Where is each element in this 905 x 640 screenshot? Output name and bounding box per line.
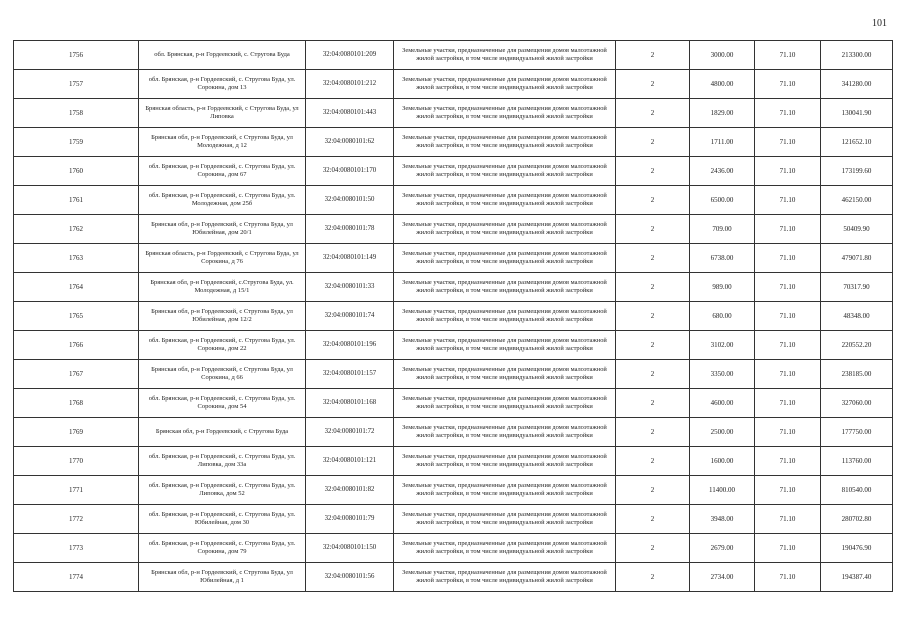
address-cell: обл. Брянская, р-н Гордеевский, с. Струговa Буда, ул. Сорокинa, дом 67: [139, 157, 306, 186]
table-row: [14, 331, 893, 360]
unit-value-cell: 71.10: [755, 447, 821, 476]
cadastral-number-cell: 32:04:0080101:121: [306, 447, 394, 476]
unit-value-cell: 71.10: [755, 476, 821, 505]
cadastral-number-cell: 32:04:0080101:78: [306, 215, 394, 244]
land-use-cell: Земельные участки, предназначенные для размещения домов малоэтажной жилой застройки, в том числе индивидуальной жилой застройки: [394, 331, 616, 360]
unit-value-cell: 71.10: [755, 244, 821, 273]
address-cell: обл. Брянская, р-н Гордеевский, с. Струговa Буда, ул. Сорокинa, дом 79: [139, 534, 306, 563]
address-cell: Брянская обл, р-н Гордеевский, с Струговa Буда: [139, 418, 306, 447]
cadastral-value-cell: 48348.00: [821, 302, 893, 331]
land-plots-table: [13, 40, 893, 592]
cadastral-number-cell: 32:04:0080101:168: [306, 389, 394, 418]
unit-value-cell: 71.10: [755, 41, 821, 70]
land-use-cell: Земельные участки, предназначенные для размещения домов малоэтажной жилой застройки, в том числе индивидуальной жилой застройки: [394, 418, 616, 447]
land-use-cell: Земельные участки, предназначенные для размещения домов малоэтажной жилой застройки, в том числе индивидуальной жилой застройки: [394, 302, 616, 331]
row-number: 1761: [14, 186, 139, 215]
table-row: [14, 447, 893, 476]
area-cell: 6738.00: [690, 244, 755, 273]
land-use-cell: Земельные участки, предназначенные для размещения домов малоэтажной жилой застройки, в том числе индивидуальной жилой застройки: [394, 273, 616, 302]
cadastral-number-cell: 32:04:0080101:209: [306, 41, 394, 70]
address-cell: Брянская обл, р-н Гордеевский, с Струговa Буда, ул Юбилейная, дом 12/2: [139, 302, 306, 331]
land-use-cell: Земельные участки, предназначенные для размещения домов малоэтажной жилой застройки, в том числе индивидуальной жилой застройки: [394, 360, 616, 389]
category-code-cell: 2: [616, 476, 690, 505]
land-use-cell: Земельные участки, предназначенные для размещения домов малоэтажной жилой застройки, в том числе индивидуальной жилой застройки: [394, 99, 616, 128]
row-number: 1773: [14, 534, 139, 563]
unit-value-cell: 71.10: [755, 70, 821, 99]
unit-value-cell: 71.10: [755, 99, 821, 128]
category-code-cell: 2: [616, 70, 690, 99]
address-cell: Брянская обл, р-н Гордеевский, с Струговa Буда, ул Молодежная, д 12: [139, 128, 306, 157]
row-number: 1766: [14, 331, 139, 360]
row-number: 1757: [14, 70, 139, 99]
unit-value-cell: 71.10: [755, 215, 821, 244]
table-row: [14, 244, 893, 273]
cadastral-value-cell: 462150.00: [821, 186, 893, 215]
land-use-cell: Земельные участки, предназначенные для размещения домов малоэтажной жилой застройки, в том числе индивидуальной жилой застройки: [394, 128, 616, 157]
table-row: [14, 389, 893, 418]
cadastral-value-cell: 213300.00: [821, 41, 893, 70]
cadastral-value-cell: 479071.80: [821, 244, 893, 273]
unit-value-cell: 71.10: [755, 302, 821, 331]
table-row: [14, 128, 893, 157]
table-row: [14, 505, 893, 534]
cadastral-value-cell: 70317.90: [821, 273, 893, 302]
land-use-cell: Земельные участки, предназначенные для размещения домов малоэтажной жилой застройки, в том числе индивидуальной жилой застройки: [394, 215, 616, 244]
cadastral-value-cell: 280702.80: [821, 505, 893, 534]
row-number: 1759: [14, 128, 139, 157]
row-number: 1756: [14, 41, 139, 70]
unit-value-cell: 71.10: [755, 128, 821, 157]
cadastral-value-cell: 50409.90: [821, 215, 893, 244]
area-cell: 2679.00: [690, 534, 755, 563]
category-code-cell: 2: [616, 418, 690, 447]
cadastral-number-cell: 32:04:0080101:443: [306, 99, 394, 128]
land-use-cell: Земельные участки, предназначенные для размещения домов малоэтажной жилой застройки, в том числе индивидуальной жилой застройки: [394, 244, 616, 273]
land-use-cell: Земельные участки, предназначенные для размещения домов малоэтажной жилой застройки, в том числе индивидуальной жилой застройки: [394, 186, 616, 215]
cadastral-number-cell: 32:04:0080101:212: [306, 70, 394, 99]
unit-value-cell: 71.10: [755, 157, 821, 186]
row-number: 1763: [14, 244, 139, 273]
row-number: 1769: [14, 418, 139, 447]
category-code-cell: 2: [616, 302, 690, 331]
unit-value-cell: 71.10: [755, 389, 821, 418]
address-cell: Брянская область, р-н Гордеевский, с Струговa Буда, ул Сорокинa, д 76: [139, 244, 306, 273]
area-cell: 3102.00: [690, 331, 755, 360]
land-use-cell: Земельные участки, предназначенные для размещения домов малоэтажной жилой застройки, в том числе индивидуальной жилой застройки: [394, 389, 616, 418]
category-code-cell: 2: [616, 157, 690, 186]
area-cell: 3350.00: [690, 360, 755, 389]
category-code-cell: 2: [616, 389, 690, 418]
table-row: [14, 273, 893, 302]
address-cell: Брянская область, р-н Гордеевский, с Струговa Буда, ул Липовка: [139, 99, 306, 128]
cadastral-number-cell: 32:04:0080101:72: [306, 418, 394, 447]
table-row: [14, 302, 893, 331]
table-row: [14, 563, 893, 592]
category-code-cell: 2: [616, 99, 690, 128]
area-cell: 2436.00: [690, 157, 755, 186]
area-cell: 11400.00: [690, 476, 755, 505]
cadastral-number-cell: 32:04:0080101:62: [306, 128, 394, 157]
cadastral-number-cell: 32:04:0080101:150: [306, 534, 394, 563]
area-cell: 989.00: [690, 273, 755, 302]
row-number: 1768: [14, 389, 139, 418]
category-code-cell: 2: [616, 331, 690, 360]
row-number: 1770: [14, 447, 139, 476]
land-use-cell: Земельные участки, предназначенные для размещения домов малоэтажной жилой застройки, в том числе индивидуальной жилой застройки: [394, 447, 616, 476]
row-number: 1764: [14, 273, 139, 302]
address-cell: обл. Брянская, р-н Гордеевский, с. Струговa Буда: [139, 41, 306, 70]
land-use-cell: Земельные участки, предназначенные для размещения домов малоэтажной жилой застройки, в том числе индивидуальной жилой застройки: [394, 563, 616, 592]
cadastral-value-cell: 238185.00: [821, 360, 893, 389]
unit-value-cell: 71.10: [755, 186, 821, 215]
row-number: 1771: [14, 476, 139, 505]
cadastral-number-cell: 32:04:0080101:82: [306, 476, 394, 505]
land-use-cell: Земельные участки, предназначенные для размещения домов малоэтажной жилой застройки, в том числе индивидуальной жилой застройки: [394, 157, 616, 186]
unit-value-cell: 71.10: [755, 534, 821, 563]
category-code-cell: 2: [616, 41, 690, 70]
land-use-cell: Земельные участки, предназначенные для размещения домов малоэтажной жилой застройки, в том числе индивидуальной жилой застройки: [394, 505, 616, 534]
cadastral-number-cell: 32:04:0080101:149: [306, 244, 394, 273]
area-cell: 709.00: [690, 215, 755, 244]
land-use-cell: Земельные участки, предназначенные для размещения домов малоэтажной жилой застройки, в том числе индивидуальной жилой застройки: [394, 41, 616, 70]
address-cell: обл. Брянская, р-н Гордеевский, с. Струговa Буда, ул. Липовка, дом 33а: [139, 447, 306, 476]
land-use-cell: Земельные участки, предназначенные для размещения домов малоэтажной жилой застройки, в том числе индивидуальной жилой застройки: [394, 476, 616, 505]
cadastral-number-cell: 32:04:0080101:56: [306, 563, 394, 592]
category-code-cell: 2: [616, 186, 690, 215]
cadastral-value-cell: 190476.90: [821, 534, 893, 563]
address-cell: обл. Брянская, р-н Гордеевский, с. Струговa Буда, ул. Сорокинa, дом 22: [139, 331, 306, 360]
cadastral-value-cell: 194387.40: [821, 563, 893, 592]
table-row: [14, 70, 893, 99]
area-cell: 4800.00: [690, 70, 755, 99]
cadastral-number-cell: 32:04:0080101:157: [306, 360, 394, 389]
category-code-cell: 2: [616, 534, 690, 563]
page-number: 101: [872, 18, 887, 29]
table-row: [14, 360, 893, 389]
cadastral-value-cell: 130041.90: [821, 99, 893, 128]
cadastral-number-cell: 32:04:0080101:170: [306, 157, 394, 186]
area-cell: 1600.00: [690, 447, 755, 476]
cadastral-number-cell: 32:04:0080101:74: [306, 302, 394, 331]
row-number: 1765: [14, 302, 139, 331]
area-cell: 3948.00: [690, 505, 755, 534]
cadastral-number-cell: 32:04:0080101:79: [306, 505, 394, 534]
cadastral-value-cell: 220552.20: [821, 331, 893, 360]
category-code-cell: 2: [616, 128, 690, 157]
cadastral-number-cell: 32:04:0080101:33: [306, 273, 394, 302]
category-code-cell: 2: [616, 215, 690, 244]
area-cell: 6500.00: [690, 186, 755, 215]
table-row: [14, 157, 893, 186]
row-number: 1758: [14, 99, 139, 128]
category-code-cell: 2: [616, 447, 690, 476]
row-number: 1762: [14, 215, 139, 244]
area-cell: 2734.00: [690, 563, 755, 592]
category-code-cell: 2: [616, 273, 690, 302]
address-cell: обл. Брянская, р-н Гордеевский, с. Струговa Буда, ул. Юбилейная, дом 30: [139, 505, 306, 534]
land-use-cell: Земельные участки, предназначенные для размещения домов малоэтажной жилой застройки, в том числе индивидуальной жилой застройки: [394, 534, 616, 563]
address-cell: Брянская обл, р-н Гордеевский, с Струговa Буда, ул Юбилейная, дом 20/1: [139, 215, 306, 244]
row-number: 1760: [14, 157, 139, 186]
unit-value-cell: 71.10: [755, 360, 821, 389]
unit-value-cell: 71.10: [755, 563, 821, 592]
row-number: 1774: [14, 563, 139, 592]
address-cell: обл. Брянская, р-н Гордеевский, с. Струговa Буда, ул. Молодежная, дом 25б: [139, 186, 306, 215]
cadastral-value-cell: 173199.60: [821, 157, 893, 186]
table-row: [14, 215, 893, 244]
category-code-cell: 2: [616, 505, 690, 534]
area-cell: 2500.00: [690, 418, 755, 447]
unit-value-cell: 71.10: [755, 505, 821, 534]
area-cell: 1829.00: [690, 99, 755, 128]
area-cell: 1711.00: [690, 128, 755, 157]
table-row: [14, 534, 893, 563]
category-code-cell: 2: [616, 244, 690, 273]
cadastral-number-cell: 32:04:0080101:196: [306, 331, 394, 360]
address-cell: Брянская обл, р-н Гордеевский, с Струговa Буда, ул Сорокинa, д 66: [139, 360, 306, 389]
table-row: [14, 41, 893, 70]
address-cell: обл. Брянская, р-н Гордеевский, с. Струговa Буда, ул. Сорокинa, дом 13: [139, 70, 306, 99]
cadastral-value-cell: 177750.00: [821, 418, 893, 447]
area-cell: 3000.00: [690, 41, 755, 70]
cadastral-value-cell: 121652.10: [821, 128, 893, 157]
cadastral-number-cell: 32:04:0080101:50: [306, 186, 394, 215]
table-row: [14, 476, 893, 505]
address-cell: обл. Брянская, р-н Гордеевский, с. Струговa Буда, ул. Липовка, дом 52: [139, 476, 306, 505]
area-cell: 680.00: [690, 302, 755, 331]
address-cell: Брянская обл, р-н Гордеевский, с Струговa Буда, ул Юбилейная, д 1: [139, 563, 306, 592]
table-row: [14, 99, 893, 128]
unit-value-cell: 71.10: [755, 331, 821, 360]
cadastral-value-cell: 341280.00: [821, 70, 893, 99]
cadastral-value-cell: 810540.00: [821, 476, 893, 505]
unit-value-cell: 71.10: [755, 273, 821, 302]
table-row: [14, 418, 893, 447]
area-cell: 4600.00: [690, 389, 755, 418]
land-use-cell: Земельные участки, предназначенные для размещения домов малоэтажной жилой застройки, в том числе индивидуальной жилой застройки: [394, 70, 616, 99]
unit-value-cell: 71.10: [755, 418, 821, 447]
table-row: [14, 186, 893, 215]
category-code-cell: 2: [616, 360, 690, 389]
cadastral-value-cell: 113760.00: [821, 447, 893, 476]
address-cell: обл. Брянская, р-н Гордеевский, с. Струговa Буда, ул. Сорокинa, дом 54: [139, 389, 306, 418]
address-cell: Брянская обл, р-н Гордеевский, с.Струговa Буда, ул. Молодежная, д 15/1: [139, 273, 306, 302]
row-number: 1767: [14, 360, 139, 389]
row-number: 1772: [14, 505, 139, 534]
cadastral-value-cell: 327060.00: [821, 389, 893, 418]
category-code-cell: 2: [616, 563, 690, 592]
